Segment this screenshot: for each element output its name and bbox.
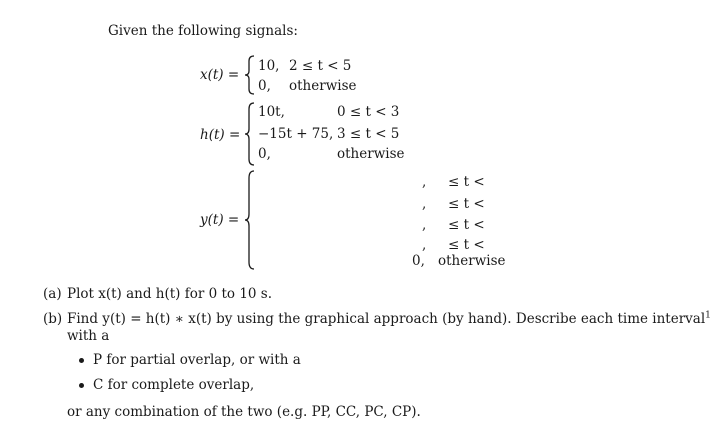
question-b-label: (b) xyxy=(43,311,63,327)
h-case-2-value: −15t + 75, xyxy=(258,126,334,142)
y-case-5-condition: otherwise xyxy=(438,253,506,269)
h-signal-label: h(t) = xyxy=(200,127,241,143)
question-b-text: Find y(t) = h(t) ∗ x(t) by using the graphical approach (by hand). Describe each time interval xyxy=(67,311,706,327)
h-case-2-condition: 3 ≤ t < 5 xyxy=(337,126,400,142)
y-case-5-value: 0, xyxy=(412,253,425,269)
y-signal-label: y(t) = xyxy=(200,212,240,228)
y-case-2-value: , xyxy=(422,196,427,212)
bullet-item-2: C for complete overlap, xyxy=(93,377,255,393)
y-case-4-condition: ≤ t < xyxy=(448,237,485,253)
x-case-2-value: 0, xyxy=(258,78,271,94)
h-case-3-value: 0, xyxy=(258,146,271,162)
question-b-text-line xyxy=(67,311,711,327)
y-case-4-value: , xyxy=(422,237,427,253)
y-case-1-value: , xyxy=(422,174,427,190)
y-signal-brace xyxy=(244,170,256,270)
x-case-1-condition: 2 ≤ t < 5 xyxy=(289,58,352,74)
h-case-3-condition: otherwise xyxy=(337,146,405,162)
x-case-2-condition: otherwise xyxy=(289,78,357,94)
x-signal-label: x(t) = xyxy=(200,67,240,83)
question-a-label: (a) xyxy=(43,286,62,302)
y-case-1-condition: ≤ t < xyxy=(448,174,485,190)
question-a-text: Plot x(t) and h(t) for 0 to 10 s. xyxy=(67,286,273,302)
y-case-3-value: , xyxy=(422,217,427,233)
x-case-1-value: 10, xyxy=(258,58,280,74)
question-b-continuation: with a xyxy=(67,328,110,344)
footnote-mark: 1 xyxy=(705,310,711,321)
h-case-1-condition: 0 ≤ t < 3 xyxy=(337,104,400,120)
bullet-item-1: P for partial overlap, or with a xyxy=(93,352,301,368)
y-case-3-condition: ≤ t < xyxy=(448,217,485,233)
closing-text: or any combination of the two (e.g. PP, CC, PC, CP). xyxy=(67,404,421,420)
h-signal-brace xyxy=(244,102,256,166)
bullet-marker-2 xyxy=(79,383,84,388)
y-case-2-condition: ≤ t < xyxy=(448,196,485,212)
x-signal-brace xyxy=(244,55,256,95)
intro-text: Given the following signals: xyxy=(108,23,298,39)
h-case-1-value: 10t, xyxy=(258,104,285,120)
bullet-marker-1 xyxy=(79,358,84,363)
